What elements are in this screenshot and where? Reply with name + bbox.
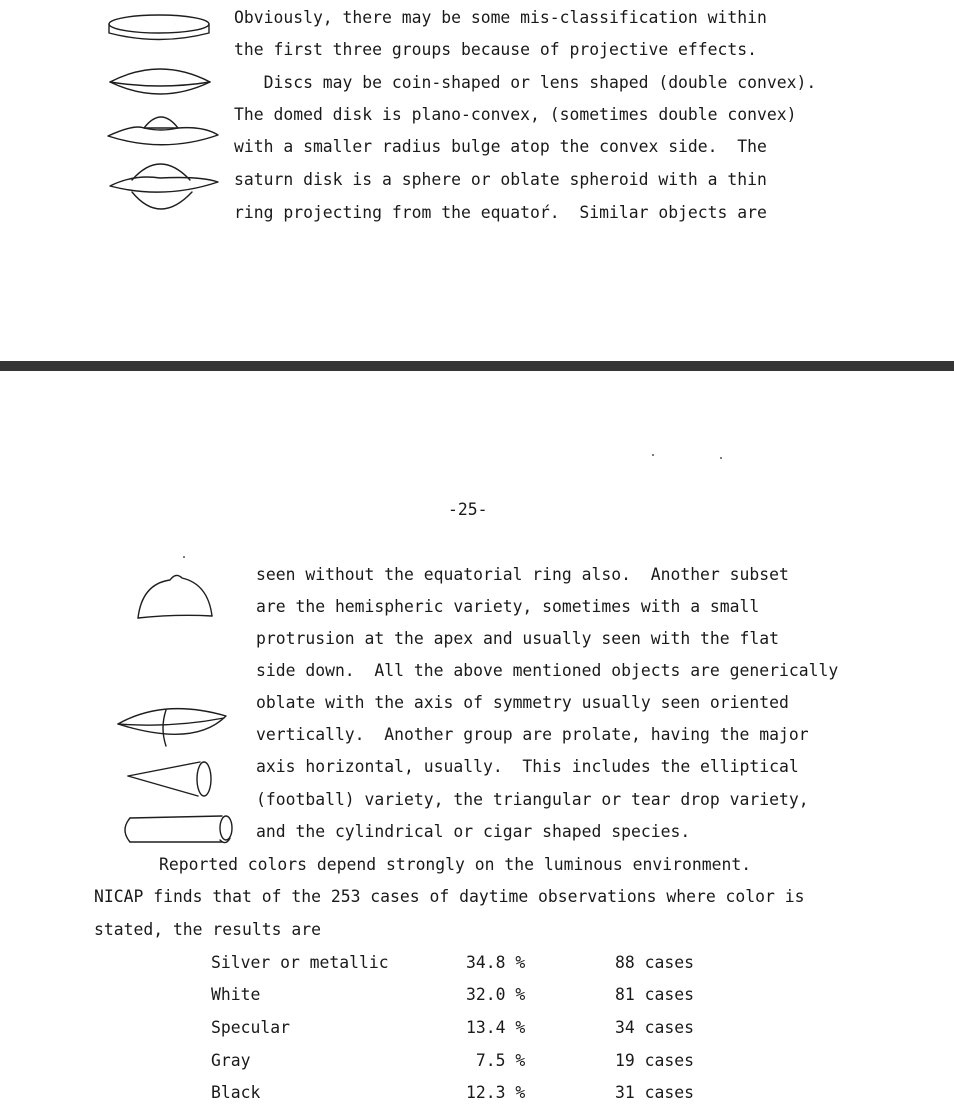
color-name: Specular xyxy=(211,1018,290,1037)
cylinder-icon xyxy=(116,812,238,848)
page-number: -25- xyxy=(448,500,488,519)
text-line: Discs may be coin-shaped or lens shaped (double convex). xyxy=(234,73,817,92)
text-line: oblate with the axis of symmetry usually seen oriented xyxy=(256,693,789,712)
scan-speck xyxy=(183,556,185,558)
text-line: and the cylindrical or cigar shaped species. xyxy=(256,822,691,841)
text-line: seen without the equatorial ring also. Another subset xyxy=(256,565,789,584)
text-line: side down. All the above mentioned objects are generically xyxy=(256,661,839,680)
paragraph-line: stated, the results are xyxy=(94,920,321,939)
color-percent: 13.4 % xyxy=(466,1018,526,1037)
text-line: ring projecting from the equatoŕ. Similar objects are xyxy=(234,203,767,222)
color-percent: 32.0 % xyxy=(466,985,526,1004)
color-percent: 7.5 % xyxy=(466,1051,526,1070)
football-icon xyxy=(114,704,230,748)
teardrop-icon xyxy=(124,760,218,800)
text-line: saturn disk is a sphere or oblate spheroid with a thin xyxy=(234,170,767,189)
domed-disc-icon xyxy=(104,108,222,154)
page-divider xyxy=(0,361,954,371)
text-line: are the hemispheric variety, sometimes with a small xyxy=(256,597,760,616)
color-cases: 81 cases xyxy=(615,985,694,1004)
text-line: The domed disk is plano-convex, (sometimes double convex) xyxy=(234,105,797,124)
color-name: Silver or metallic xyxy=(211,953,389,972)
text-line: the first three groups because of projective effects. xyxy=(234,40,758,59)
color-name: White xyxy=(211,985,261,1004)
color-percent: 34.8 % xyxy=(466,953,526,972)
text-line: (football) variety, the triangular or tear drop variety, xyxy=(256,790,809,809)
lens-disc-icon xyxy=(104,62,216,104)
color-percent: 12.3 % xyxy=(466,1083,526,1102)
color-cases: 19 cases xyxy=(615,1051,694,1070)
coin-disc-icon xyxy=(104,10,214,46)
text-line: vertically. Another group are prolate, having the major xyxy=(256,725,809,744)
text-line: protrusion at the apex and usually seen with the flat xyxy=(256,629,780,648)
scan-speck xyxy=(720,457,722,459)
paragraph-line: Reported colors depend strongly on the luminous environment. xyxy=(159,855,752,874)
text-line: axis horizontal, usually. This includes the elliptical xyxy=(256,757,799,776)
saturn-disc-icon xyxy=(104,156,222,220)
color-cases: 31 cases xyxy=(615,1083,694,1102)
paragraph-line: NICAP finds that of the 253 cases of daytime observations where color is xyxy=(94,887,805,906)
scan-speck xyxy=(652,454,654,456)
color-name: Black xyxy=(211,1083,261,1102)
color-name: Gray xyxy=(211,1051,251,1070)
color-cases: 34 cases xyxy=(615,1018,694,1037)
color-cases: 88 cases xyxy=(615,953,694,972)
hemisphere-icon xyxy=(132,570,218,624)
text-line: with a smaller radius bulge atop the convex side. The xyxy=(234,137,767,156)
text-line: Obviously, there may be some mis-classification within xyxy=(234,8,767,27)
